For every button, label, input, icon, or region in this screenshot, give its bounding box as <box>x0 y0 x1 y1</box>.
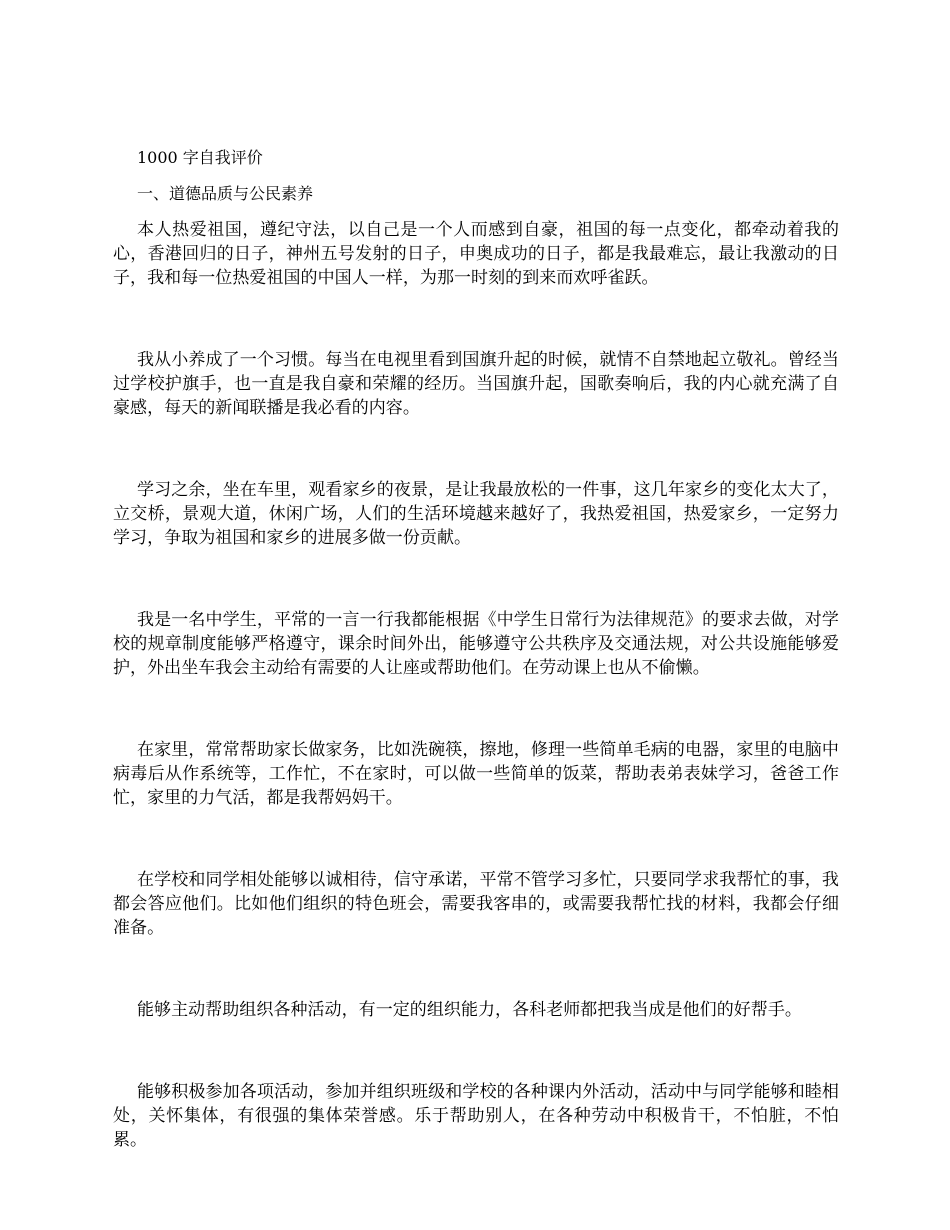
section-heading: 一、道德品质与公民素养 <box>137 184 314 203</box>
paragraph-2: 我从小养成了一个习惯。每当在电视里看到国旗升起的时候，就情不自禁地起立敬礼。曾经当过学校护旗手，也一直是我自豪和荣耀的经历。当国旗升起，国歌奏响后，我的内心就充满了自豪感，每天的新闻联播是我必看的内容。 <box>113 350 839 418</box>
document-body <box>113 146 839 1152</box>
paragraph-3: 学习之余，坐在车里，观看家乡的夜景，是让我最放松的一件事，这几年家乡的变化太大了，立交桥，景观大道，休闲广场，人们的生活环境越来越好了，我热爱祖国，热爱家乡，一定努力学习，争取为祖国和家乡的进展多做一份贡献。 <box>113 480 839 548</box>
paragraph-7: 能够主动帮助组织各种活动，有一定的组织能力，各科老师都把我当成是他们的好帮手。 <box>137 1000 802 1020</box>
paragraph-8: 能够积极参加各项活动，参加并组织班级和学校的各种课内外活动，活动中与同学能够和睦相处，关怀集体，有很强的集体荣誉感。乐于帮助别人，在各种劳动中积极肯干，不怕脏，不怕累。 <box>113 1082 839 1150</box>
paragraph-6: 在学校和同学相处能够以诚相待，信守承诺，平常不管学习多忙，只要同学求我帮忙的事，我都会答应他们。比如他们组织的特色班会，需要我客串的，或需要我帮忙找的材料，我都会仔细准备。 <box>113 870 839 938</box>
paragraph-5: 在家里，常常帮助家长做家务，比如洗碗筷，擦地，修理一些简单毛病的电器，家里的电脑中病毒后从作系统等，工作忙，不在家时，可以做一些简单的饭菜，帮助表弟表妹学习，爸爸工作忙，家里的力气活，都是我帮妈妈干。 <box>113 740 839 808</box>
paragraph-4: 我是一名中学生，平常的一言一行我都能根据《中学生日常行为法律规范》的要求去做，对学校的规章制度能够严格遵守，课余时间外出，能够遵守公共秩序及交通法规，对公共设施能够爱护，外出坐车我会主动给有需要的人让座或帮助他们。在劳动课上也从不偷懒。 <box>113 610 839 678</box>
paragraph-1: 本人热爱祖国，遵纪守法，以自己是一个人而感到自豪，祖国的每一点变化，都牵动着我的心，香港回归的日子，神州五号发射的日子，申奥成功的日子，都是我最难忘，最让我激动的日子，我和每一位热爱祖国的中国人一样，为那一时刻的到来而欢呼雀跃。 <box>113 220 839 288</box>
document-title: 1000 字自我评价 <box>137 148 263 167</box>
